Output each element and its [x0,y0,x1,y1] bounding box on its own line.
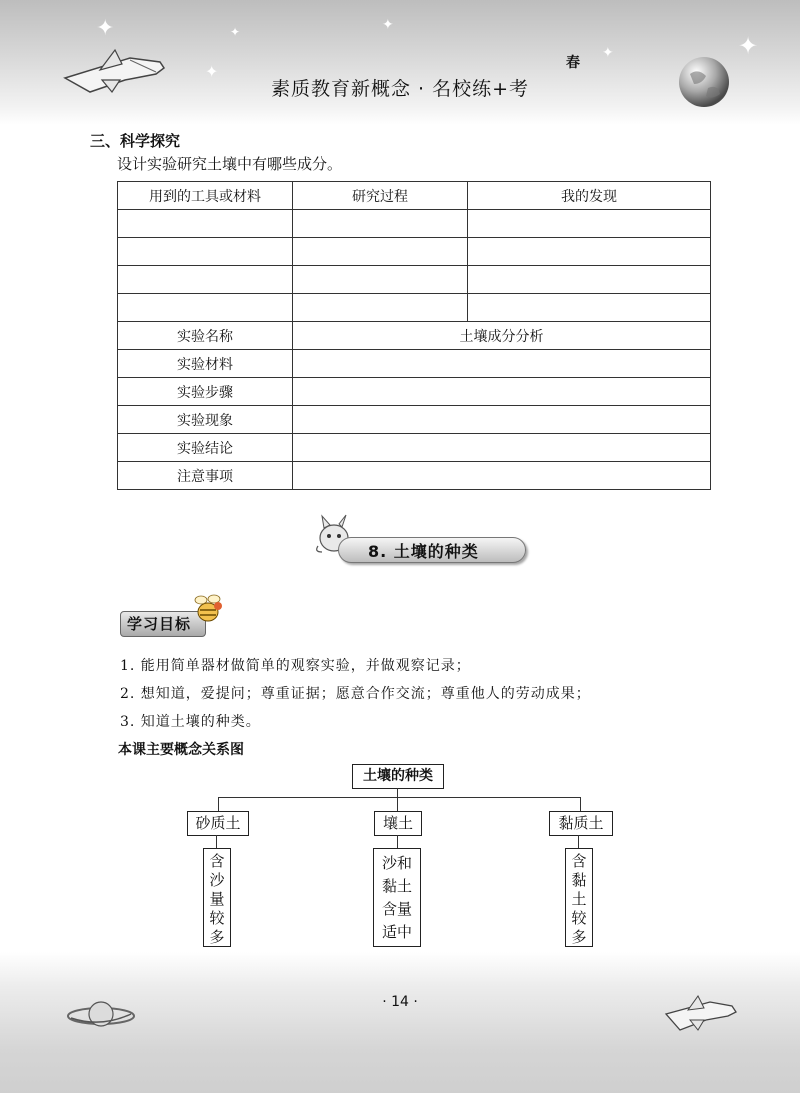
desc-char: 含 [209,852,225,870]
table-row [118,378,711,406]
goals-label: 学习目标 [127,615,192,633]
table-row [118,406,711,434]
star-icon: ✦ [230,25,241,39]
blank-cell [118,210,293,238]
table-row [118,238,711,266]
column-header: 用到的工具或材料 [118,182,293,210]
concept-map-title: 本课主要概念关系图 [118,742,244,758]
blank-cell [293,406,711,434]
blank-cell [293,210,468,238]
task-instruction: 设计实验研究土壤中有哪些成分。 [117,155,343,173]
table-row [118,350,711,378]
table-header-row [118,182,711,210]
blank-cell [293,294,468,322]
row-label: 注意事项 [118,462,293,490]
row-label: 实验名称 [118,322,293,350]
blank-cell [293,238,468,266]
desc-char: 多 [571,928,587,946]
blank-cell [468,238,711,266]
blank-cell [293,434,711,462]
goal-item: 2. 想知道，爱提问；尊重证据；愿意合作交流；尊重他人的劳动成果； [120,686,591,702]
experiment-table [117,181,711,490]
connector-line [580,797,581,811]
star-icon: ✦ [205,62,219,81]
blank-cell [293,378,711,406]
page-number: · 14 · [382,994,418,1010]
blank-cell [468,294,711,322]
star-icon: ✦ [382,17,394,33]
column-header: 我的发现 [468,182,711,210]
star-icon: ✦ [738,32,759,60]
connector-line [397,797,398,811]
desc-char: 多 [209,928,225,946]
blank-cell [118,294,293,322]
column-header: 研究过程 [293,182,468,210]
concept-branch-box: 黏质土 [549,811,613,836]
concept-branch-box: 壤土 [374,811,422,836]
experiment-name-value: 土壤成分分析 [293,322,711,350]
desc-char: 较 [209,909,225,927]
blank-cell [468,210,711,238]
blank-cell [468,266,711,294]
concept-desc-box [373,848,421,947]
book-series-title: 素质教育新概念 · 名校练+考 [270,78,530,100]
concept-desc-box [203,848,231,947]
connector-line [216,835,217,848]
row-label: 实验材料 [118,350,293,378]
connector-line [578,835,579,848]
desc-char: 量 [209,890,225,908]
row-label: 实验结论 [118,434,293,462]
blank-cell [118,238,293,266]
desc-char: 黏 [571,871,587,889]
star-icon: ✦ [602,45,614,61]
blank-cell [293,266,468,294]
goal-item: 3. 知道土壤的种类。 [120,714,261,730]
concept-desc-box [565,848,593,947]
season-label: 春 [566,55,580,71]
blank-cell [118,266,293,294]
lesson-title: 8. 土壤的种类 [368,542,479,561]
table-row [118,294,711,322]
desc-char: 含 [571,852,587,870]
goal-item: 1. 能用简单器材做简单的观察实验，并做观察记录； [120,658,471,674]
desc-line: 沙和 [381,854,412,872]
connector-line [218,797,580,798]
desc-line: 适中 [381,923,412,941]
connector-line [397,835,398,848]
desc-char: 土 [571,890,587,908]
desc-line: 含量 [381,900,412,918]
table-row [118,462,711,490]
blank-cell [293,350,711,378]
desc-char: 较 [571,909,587,927]
row-label: 实验现象 [118,406,293,434]
table-row [118,434,711,462]
table-row [118,210,711,238]
section-heading: 三、科学探究 [90,132,181,150]
blank-cell [293,462,711,490]
desc-char: 沙 [209,871,225,889]
bee-mascot-icon [190,590,224,626]
star-icon: ✦ [96,16,115,41]
concept-branch-box: 砂质土 [187,811,249,836]
table-row [118,266,711,294]
connector-line [218,797,219,811]
table-row [118,322,711,350]
row-label: 实验步骤 [118,378,293,406]
desc-line: 黏土 [381,877,412,895]
concept-root-box: 土壤的种类 [352,764,444,789]
